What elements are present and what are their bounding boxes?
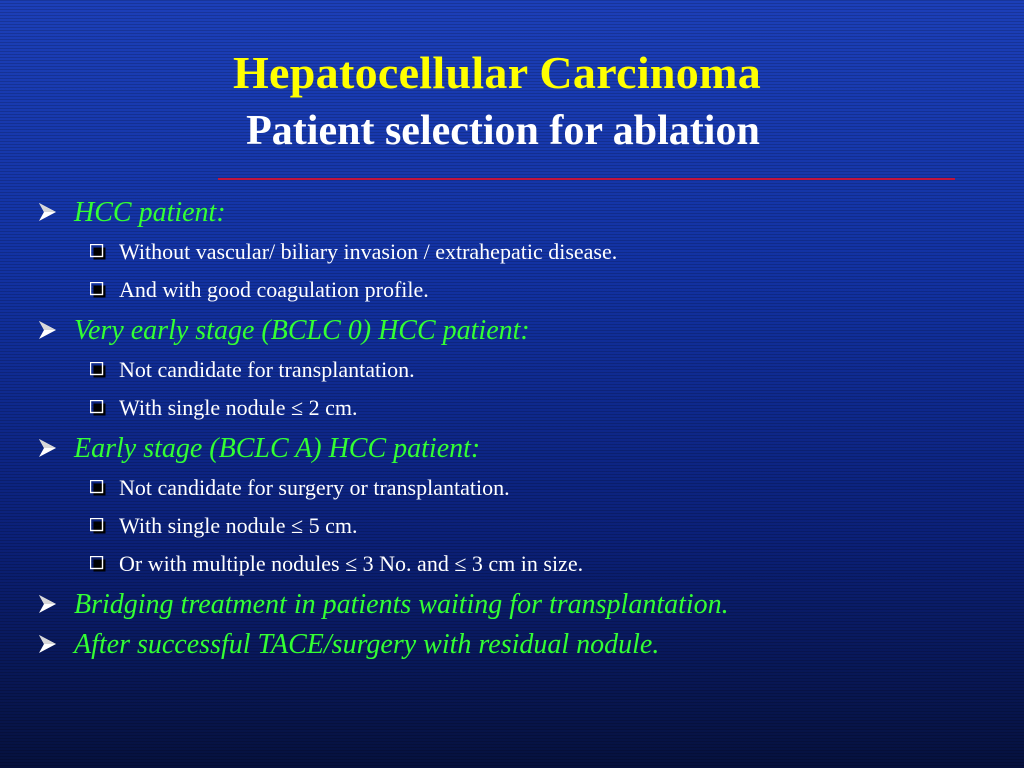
bullet-item — [34, 585, 1004, 625]
bullet-item — [34, 311, 1004, 351]
bullet-text: After successful TACE/surgery with residual nodule. — [74, 629, 660, 660]
sub-text: Or with multiple nodules ≤ 3 No. and ≤ 3 cm in size. — [119, 551, 584, 576]
slide-subtitle: Patient selection for ablation — [246, 108, 760, 154]
sub-item — [90, 389, 1004, 427]
sub-text: With single nodule ≤ 5 cm. — [119, 513, 358, 538]
checkbox-icon — [90, 400, 106, 416]
sub-item — [90, 271, 1004, 309]
bullet-text: Very early stage (BCLC 0) HCC patient: — [74, 315, 530, 346]
arrowhead-icon — [37, 634, 57, 654]
sub-text: Not candidate for surgery or transplantation. — [119, 475, 510, 500]
sub-item — [90, 545, 1004, 583]
sub-list — [90, 233, 1004, 309]
slide-title: Hepatocellular Carcinoma — [232, 47, 762, 98]
checkbox-icon — [90, 480, 106, 496]
sub-list — [90, 351, 1004, 427]
checkbox-icon — [90, 362, 106, 378]
checkbox-icon — [90, 518, 106, 534]
sub-text: With single nodule ≤ 2 cm. — [119, 395, 358, 420]
slide-title-block — [0, 46, 1024, 156]
sub-text: Not candidate for transplantation. — [119, 357, 415, 382]
arrowhead-icon — [37, 594, 57, 614]
checkbox-icon — [90, 556, 106, 572]
bullet-text: Early stage (BCLC A) HCC patient: — [74, 433, 481, 464]
sub-list — [90, 469, 1004, 583]
bullet-item — [34, 429, 1004, 469]
sub-item — [90, 351, 1004, 389]
checkbox-icon — [90, 282, 106, 298]
bullet-text: HCC patient: — [74, 197, 226, 228]
bullet-item — [34, 193, 1004, 233]
bullet-text: Bridging treatment in patients waiting for transplantation. — [74, 589, 729, 620]
arrowhead-icon — [37, 202, 57, 222]
sub-item — [90, 233, 1004, 271]
arrowhead-icon — [37, 438, 57, 458]
title-divider — [218, 178, 955, 180]
bullet-item — [34, 625, 1004, 665]
sub-text: And with good coagulation profile. — [119, 277, 429, 302]
sub-text: Without vascular/ biliary invasion / extrahepatic disease. — [119, 239, 618, 264]
sub-item — [90, 469, 1004, 507]
bullet-list — [34, 193, 1004, 665]
arrowhead-icon — [37, 320, 57, 340]
checkbox-icon — [90, 244, 106, 260]
sub-item — [90, 507, 1004, 545]
